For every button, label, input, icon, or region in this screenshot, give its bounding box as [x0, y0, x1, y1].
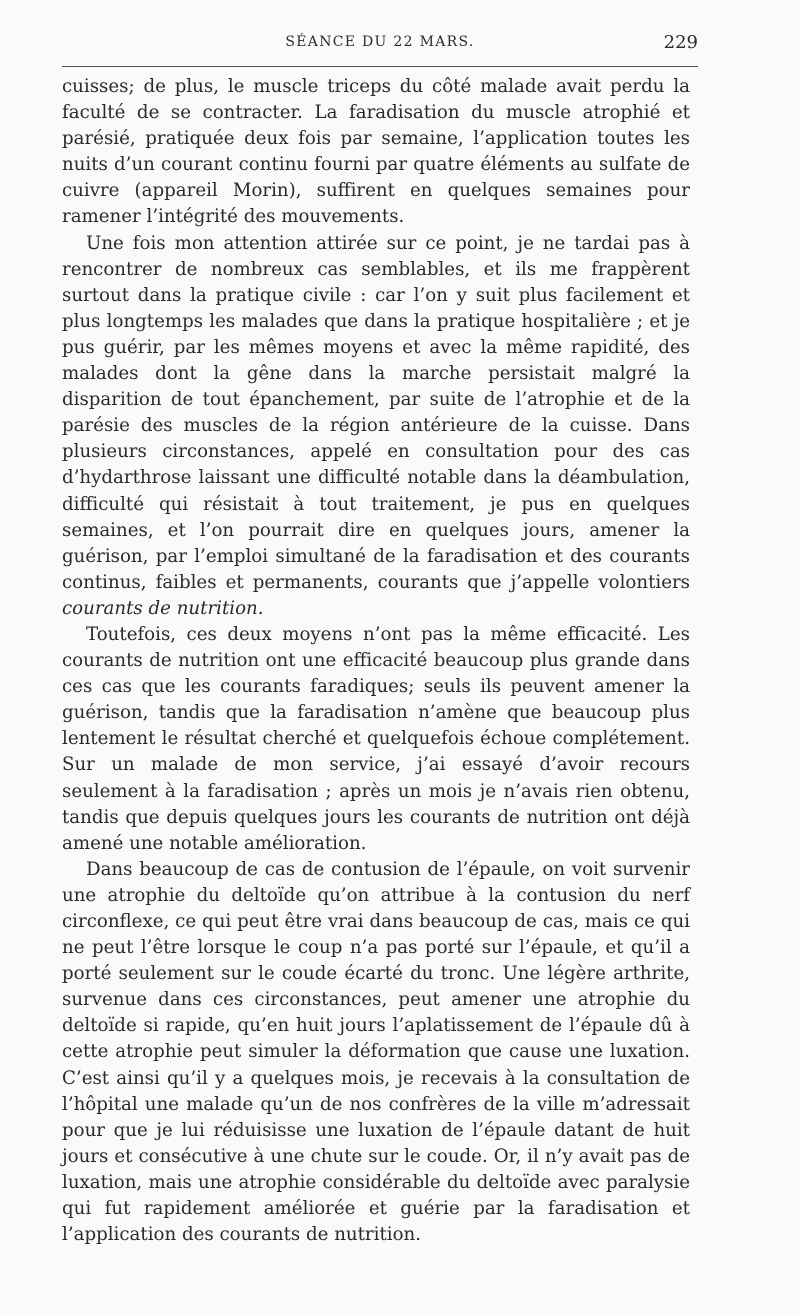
running-head — [62, 34, 698, 56]
paragraph-2-text: Une fois mon attention attirée sur ce point, je ne tardai pas à rencontrer de nombreux cas semblables, et ils me frappèrent surtout dans la pratique civile : car l’on y suit plus facilement et plus longtemps les malades que dans la pratique hospitalière ; et je pus guérir, par les mêmes moyens et avec la même rapidité, des malades dont la gêne dans la marche persistait malgré la disparition de tout épanchement, par suite de l’atrophie et de la parésie des muscles de la région antérieure de la cuisse. Dans plusieurs circonstances, appelé en consultation pour des cas d’hydarthrose laissant une difficulté notable dans la déambulation, difficulté qui résistait à tout traitement, je pus en quelques semaines, et l’on pourrait dire en quelques jours, amener la guérison, par l’emploi simultané de la faradisation et des courants continus, faibles et permanents, courants que j’appelle volontiers — [62, 232, 690, 593]
running-head-title: SÉANCE DU 22 MARS. — [285, 34, 475, 50]
body-text — [62, 74, 690, 1248]
paragraph-3 — [62, 622, 690, 857]
paragraph-2 — [62, 231, 690, 622]
header-rule — [62, 66, 698, 67]
paragraph-3-text: Toutefois, ces deux moyens n’ont pas la même efficacité. Les courants de nutrition ont une efficacité beaucoup plus grande dans ces cas que les courants faradiques; seuls ils peuvent amener la guérison, tandis que la faradisation n’amène que beaucoup plus lentement le résultat cherché et quelquefois échoue complétement. Sur un malade de mon service, j’ai essayé d’avoir recours seulement à la faradisation ; après un mois je n’avais rien obtenu, tandis que depuis quelques jours les courants de nutrition ont déjà amené une notable amélioration. — [62, 623, 690, 854]
paragraph-4-text: Dans beaucoup de cas de contusion de l’épaule, on voit survenir une atrophie du deltoïde qu’on attribue à la contusion du nerf circonflexe, ce qui peut être vrai dans beaucoup de cas, mais ce qui ne peut l’être lorsque le coup n’a pas porté sur l’épaule, et qu’il a porté seulement sur le coude écarté du tronc. Une légère arthrite, survenue dans ces circonstances, peut amener une atrophie du deltoïde si rapide, qu’en huit jours l’aplatissement de l’épaule dû à cette atrophie peut simuler la déformation que cause une luxation. C’est ainsi qu’il y a quelques mois, je recevais à la consultation de l’hôpital une malade qu’un de nos confrères de la ville m’adressait pour que je lui réduisisse une luxation de l’épaule datant de huit jours et consécutive à une chute sur le coude. Or, il n’y avait pas de luxation, mais une atrophie considérable du deltoïde avec paralysie qui fut rapidement améliorée et guérie par la faradisation et l’application des courants de nutrition. — [62, 858, 690, 1246]
paragraph-1 — [62, 74, 690, 231]
paragraph-4 — [62, 857, 690, 1248]
paragraph-2-italic-term: courants de nutrition. — [62, 597, 264, 619]
paragraph-1-text: cuisses; de plus, le muscle triceps du côté malade avait perdu la faculté de se contracter. La faradisation du muscle atrophié et parésié, pratiquée deux fois par semaine, l’application toutes les nuits d’un courant continu fourni par quatre éléments au sulfate de cuivre (appareil Morin), suffirent en quelques semaines pour ramener l’intégrité des mouvements. — [62, 76, 690, 228]
page-number: 229 — [663, 32, 698, 53]
